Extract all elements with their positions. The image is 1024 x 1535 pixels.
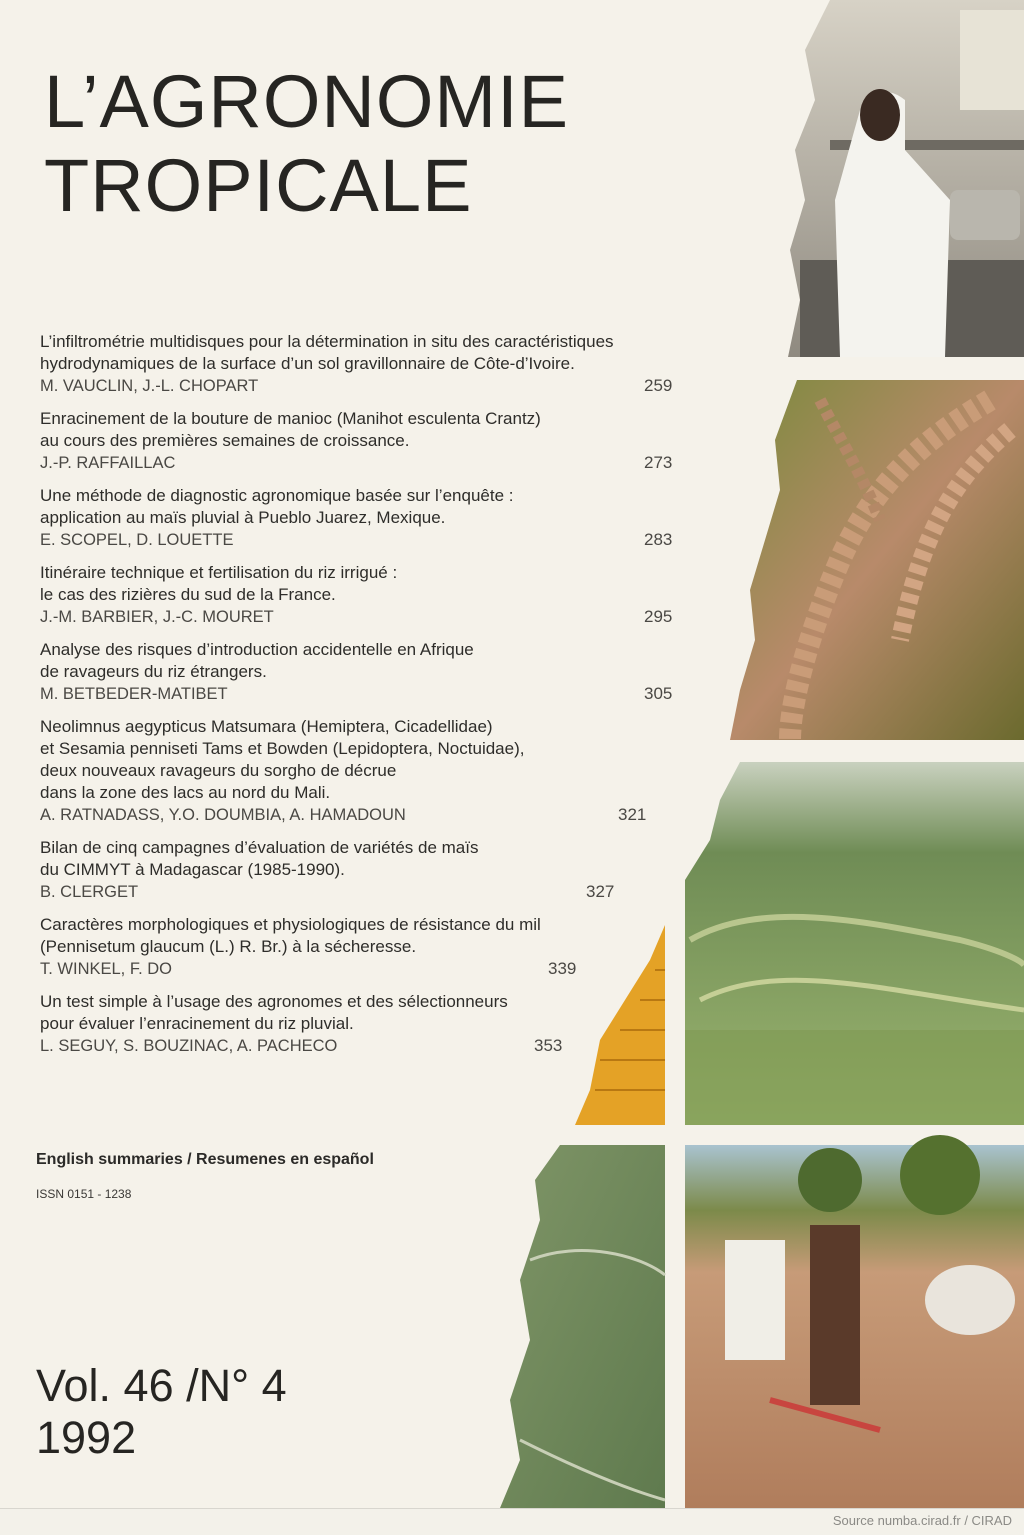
article-title-line: Caractères morphologiques et physiologiques de résistance du mil <box>40 915 541 934</box>
volume-info <box>36 1360 287 1464</box>
article-title-line: Bilan de cinq campagnes d’évaluation de variétés de maïs <box>40 838 479 857</box>
title-line-2: TROPICALE <box>44 144 473 227</box>
article-authors: J.-M. BARBIER, J.-C. MOURET <box>40 608 274 626</box>
article-authors: B. CLERGET <box>40 883 139 901</box>
article-authors: M. VAUCLIN, J.-L. CHOPART <box>40 377 259 395</box>
article-entry <box>40 485 690 562</box>
article-title-line: deux nouveaux ravageurs du sorgho de décrue <box>40 761 397 780</box>
article-entry <box>40 914 690 991</box>
article-authors: A. RATNADASS, Y.O. DOUMBIA, A. HAMADOUN <box>40 806 406 824</box>
issn-number: ISSN 0151 - 1238 <box>36 1187 132 1201</box>
article-title-line: Une méthode de diagnostic agronomique basée sur l’enquête : <box>40 486 514 505</box>
summaries-note: English summaries / Resumenes en español <box>36 1151 374 1168</box>
article-entry <box>40 639 690 716</box>
article-title-line: Un test simple à l’usage des agronomes et des sélectionneurs <box>40 992 508 1011</box>
article-page: 353 <box>534 1036 563 1055</box>
article-page: 259 <box>644 376 673 395</box>
article-page: 321 <box>618 805 647 824</box>
article-authors: M. BETBEDER-MATIBET <box>40 685 228 703</box>
article-entry <box>40 716 690 837</box>
footer-divider <box>0 1508 1024 1509</box>
table-of-contents <box>40 331 690 1068</box>
article-page: 305 <box>644 684 673 703</box>
article-title-line: de ravageurs du riz étrangers. <box>40 662 267 681</box>
article-title-line: Itinéraire technique et fertilisation du riz irrigué : <box>40 563 398 582</box>
article-title-line: pour évaluer l’enracinement du riz pluvial. <box>40 1014 354 1033</box>
article-page: 339 <box>548 959 577 978</box>
article-title-line: et Sesamia penniseti Tams et Bowden (Lepidoptera, Noctuidae), <box>40 739 525 758</box>
volume-number: Vol. 46 /N° 4 <box>36 1360 287 1411</box>
article-title-line: hydrodynamiques de la surface d’un sol gravillonnaire de Côte-d’Ivoire. <box>40 354 575 373</box>
article-title-line: Enracinement de la bouture de manioc (Manihot esculenta Crantz) <box>40 409 541 428</box>
article-page: 273 <box>644 453 673 472</box>
article-authors: J.-P. RAFFAILLAC <box>40 454 176 472</box>
article-page: 295 <box>644 607 673 626</box>
article-page: 327 <box>586 882 615 901</box>
article-entry <box>40 408 690 485</box>
article-title-line: le cas des rizières du sud de la France. <box>40 585 336 604</box>
journal-title <box>44 60 569 228</box>
plowing-photo <box>685 1135 1024 1508</box>
article-entry <box>40 562 690 639</box>
article-title-line: L’infiltrométrie multidisques pour la détermination in situ des caractéristiques <box>40 332 614 351</box>
article-title-line: du CIMMYT à Madagascar (1985-1990). <box>40 860 345 879</box>
article-page: 283 <box>644 530 673 549</box>
aerial-photo <box>685 762 1024 1125</box>
article-authors: L. SEGUY, S. BOUZINAC, A. PACHECO <box>40 1037 338 1055</box>
lab-photo <box>788 0 1024 357</box>
irrigation-photo <box>500 1145 665 1508</box>
article-entry <box>40 837 690 914</box>
article-title-line: (Pennisetum glaucum (L.) R. Br.) à la sécheresse. <box>40 937 417 956</box>
rice-photo <box>730 380 1024 740</box>
article-title-line: Neolimnus aegypticus Matsumara (Hemiptera, Cicadellidae) <box>40 717 493 736</box>
article-title-line: dans la zone des lacs au nord du Mali. <box>40 783 331 802</box>
article-title-line: application au maïs pluvial à Pueblo Juarez, Mexique. <box>40 508 446 527</box>
volume-year: 1992 <box>36 1412 137 1463</box>
source-credit: Source numba.cirad.fr / CIRAD <box>832 1513 1012 1528</box>
article-entry <box>40 331 690 408</box>
article-title-line: Analyse des risques d’introduction accidentelle en Afrique <box>40 640 474 659</box>
article-authors: T. WINKEL, F. DO <box>40 960 173 978</box>
title-line-1: L’AGRONOMIE <box>44 60 569 143</box>
article-entry <box>40 991 690 1068</box>
article-title-line: au cours des premières semaines de croissance. <box>40 431 410 450</box>
article-authors: E. SCOPEL, D. LOUETTE <box>40 531 234 549</box>
